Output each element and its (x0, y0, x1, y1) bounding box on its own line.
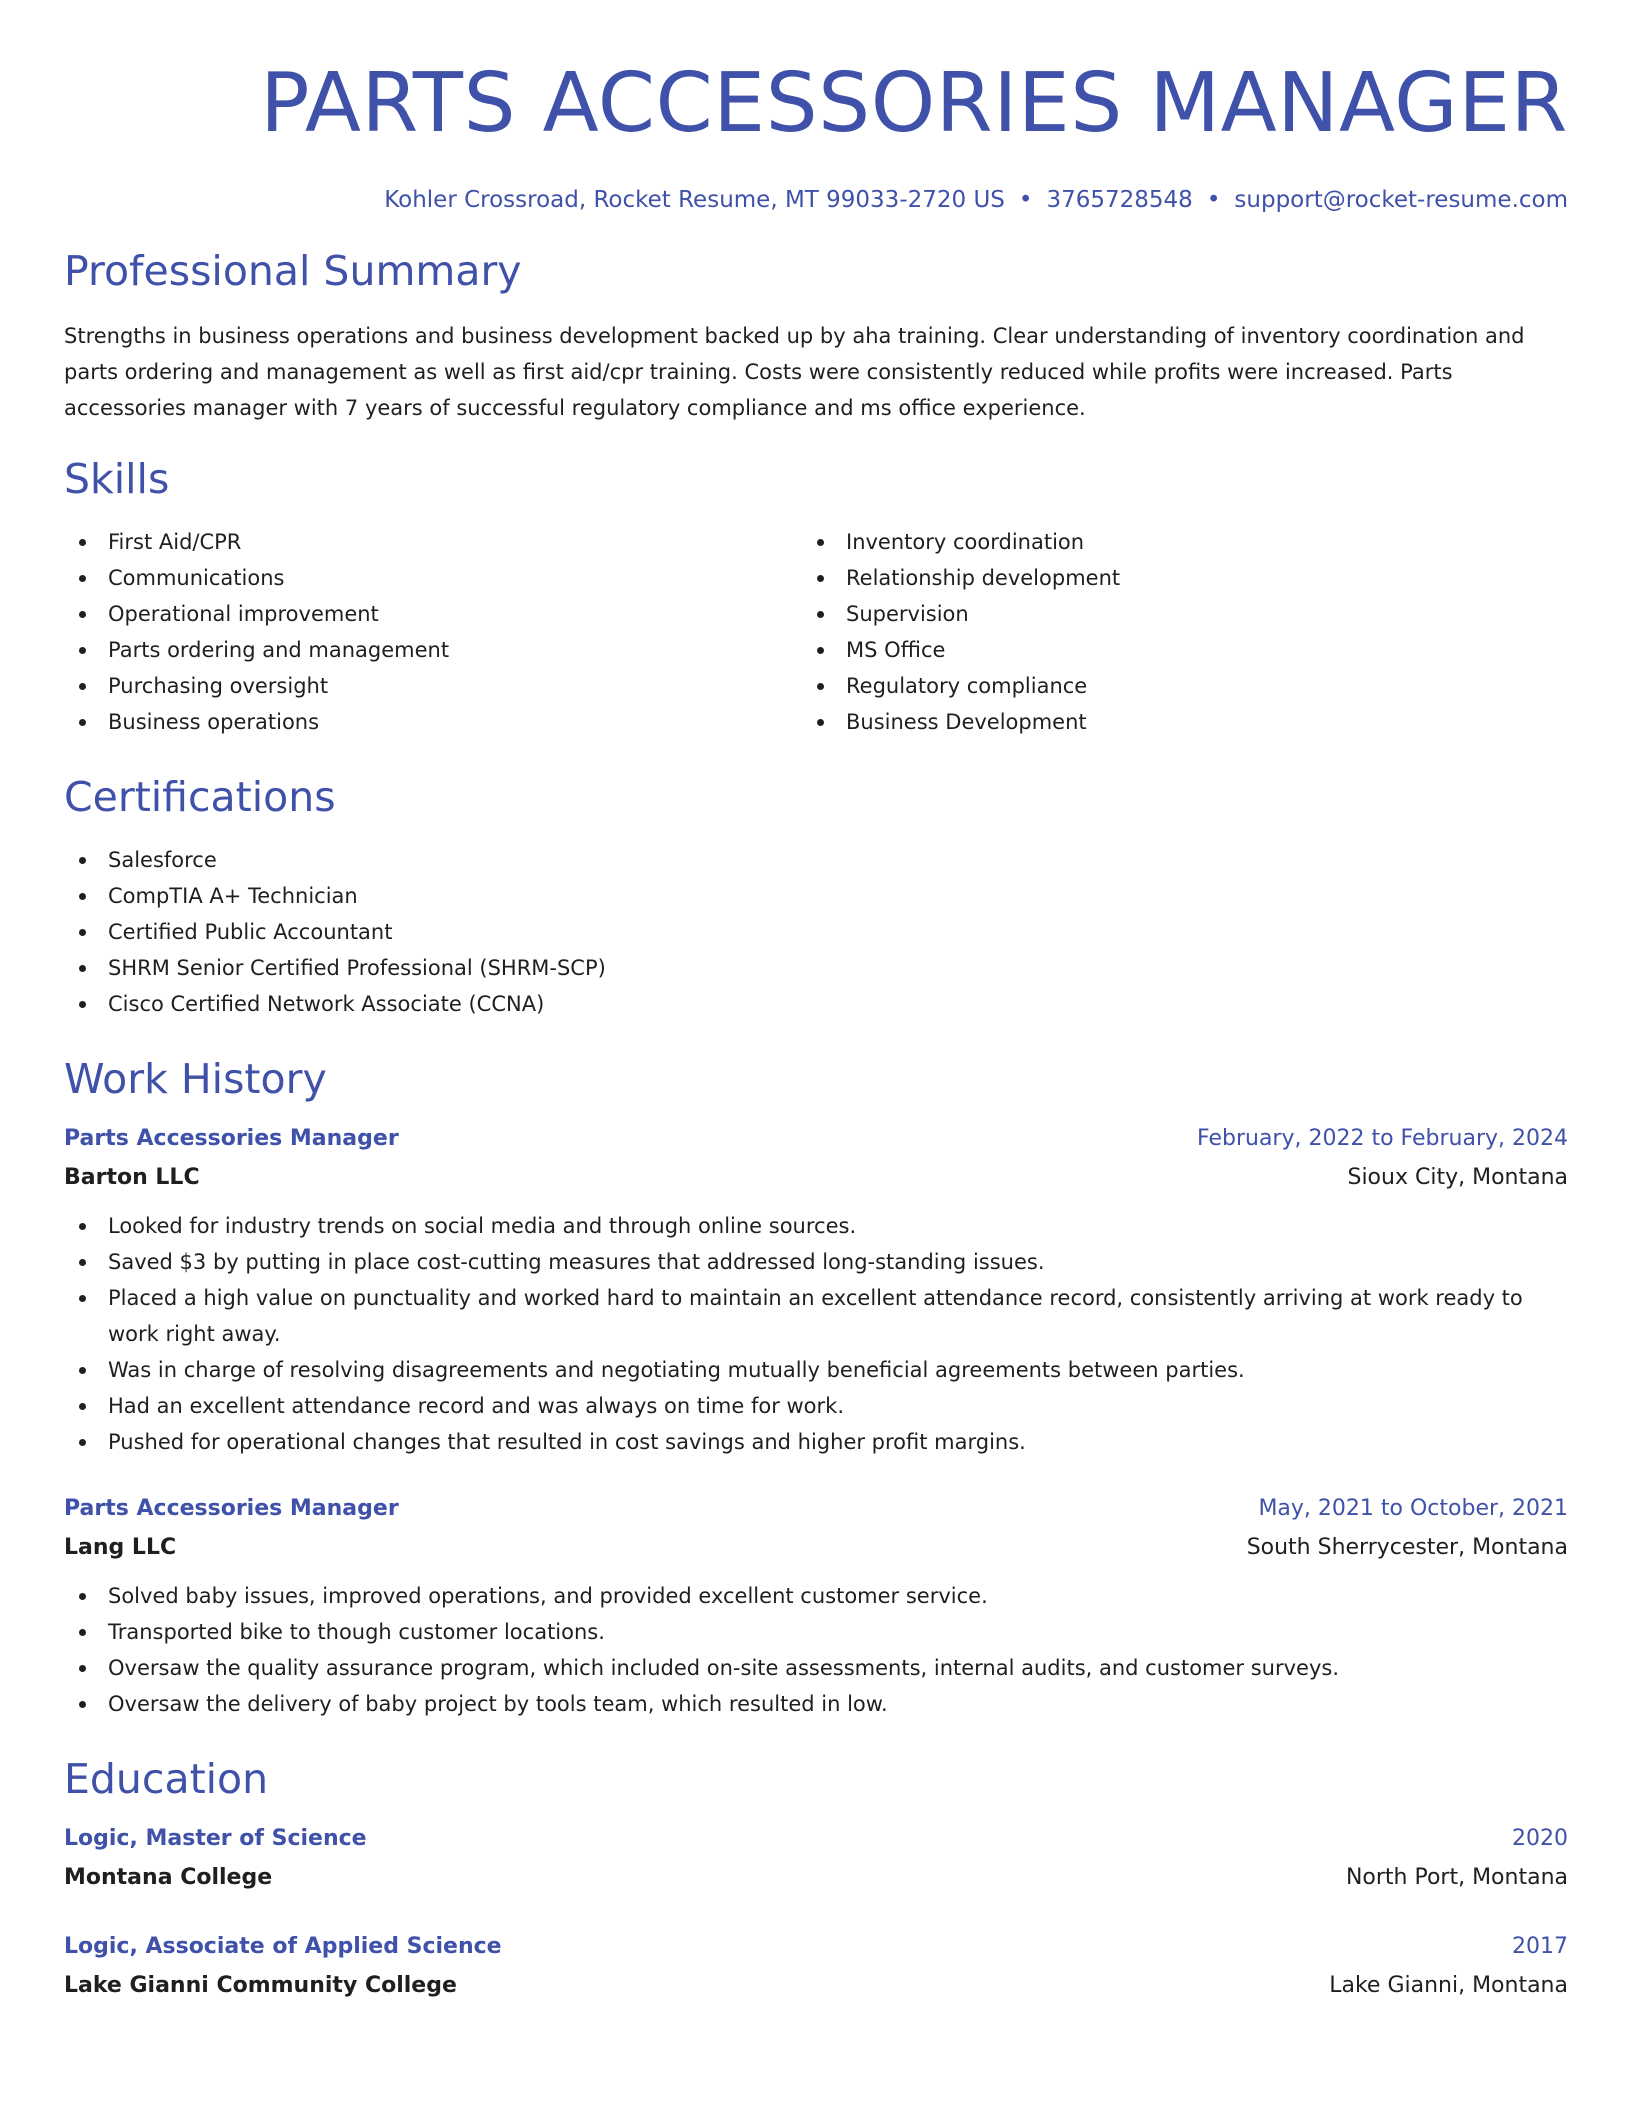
education-heading: Education (64, 1755, 269, 1803)
job-location: South Sherrycester, Montana (1246, 1535, 1568, 1560)
skills-grid (64, 524, 1568, 740)
education-degree: Logic, Master of Science (64, 1826, 367, 1851)
education-entry (64, 1820, 1568, 1898)
skill-item: First Aid/CPR (64, 524, 802, 560)
education-location: North Port, Montana (1345, 1865, 1568, 1890)
job-title: Parts Accessories Manager (64, 1126, 399, 1151)
certification-item: Cisco Certified Network Associate (CCNA) (64, 986, 1568, 1022)
job-title: Parts Accessories Manager (64, 1496, 399, 1521)
certifications-heading: Certifications (64, 773, 336, 821)
certification-item: Salesforce (64, 842, 1568, 878)
certification-item: Certified Public Accountant (64, 914, 1568, 950)
job-header-row (64, 1490, 1568, 1528)
contact-separator: • (1206, 187, 1221, 213)
summary-text: Strengths in business operations and business development backed up by aha training. Clear understanding of inventory coordination and parts ordering and management as well as first aid/cpr training. Costs were consistently reduced while profits were increased. Parts accessories manager with 7 years of successful regulatory compliance and ms office experience. (64, 324, 1525, 420)
certifications-list (64, 842, 1568, 1022)
job-bullet: Looked for industry trends on social media and through online sources. (64, 1208, 1568, 1244)
skill-item: Regulatory compliance (802, 668, 1540, 704)
education-school: Montana College (64, 1865, 273, 1890)
job-company-row (64, 1528, 1568, 1568)
contact-line (64, 182, 1568, 218)
job-location: Sioux City, Montana (1347, 1165, 1568, 1190)
skill-item: Supervision (802, 596, 1540, 632)
contact-separator: • (1018, 187, 1033, 213)
contact-address: Kohler Crossroad, Rocket Resume, MT 99033-2720 US (384, 187, 1005, 213)
contact-phone: 3765728548 (1046, 187, 1193, 213)
job-bullet: Pushed for operational changes that resulted in cost savings and higher profit margins. (64, 1424, 1568, 1460)
job-entry (64, 1120, 1568, 1460)
skill-item: Inventory coordination (802, 524, 1540, 560)
education-year: 2017 (1512, 1934, 1568, 1959)
job-bullet: Had an excellent attendance record and was always on time for work. (64, 1388, 1568, 1424)
contact-email[interactable]: support@rocket-resume.com (1234, 187, 1568, 213)
education-school-row (64, 1966, 1568, 2006)
education-school: Lake Gianni Community College (64, 1973, 457, 1998)
skill-item: Purchasing oversight (64, 668, 802, 704)
job-bullet: Oversaw the quality assurance program, which included on-site assessments, internal audits, and customer surveys. (64, 1650, 1568, 1686)
job-bullet: Was in charge of resolving disagreements and negotiating mutually beneficial agreements between parties. (64, 1352, 1568, 1388)
education-year: 2020 (1512, 1826, 1568, 1851)
skills-heading: Skills (64, 455, 170, 503)
job-dates: May, 2021 to October, 2021 (1258, 1496, 1568, 1521)
certification-item: CompTIA A+ Technician (64, 878, 1568, 914)
education-school-row (64, 1858, 1568, 1898)
skill-item: Communications (64, 560, 802, 596)
job-dates: February, 2022 to February, 2024 (1197, 1126, 1568, 1151)
skill-item: Operational improvement (64, 596, 802, 632)
job-company: Lang LLC (64, 1535, 177, 1560)
resume-header (64, 0, 1568, 218)
summary-section (64, 244, 1568, 426)
job-company-row (64, 1158, 1568, 1198)
skills-section (64, 452, 1568, 740)
education-entry (64, 1928, 1568, 2006)
job-bullet: Placed a high value on punctuality and worked hard to maintain an excellent attendance record, consistently arriving at work ready to work right away. (64, 1280, 1568, 1352)
certification-item: SHRM Senior Certified Professional (SHRM-SCP) (64, 950, 1568, 986)
education-degree: Logic, Associate of Applied Science (64, 1934, 502, 1959)
job-company: Barton LLC (64, 1165, 200, 1190)
skill-item: Business Development (802, 704, 1540, 740)
job-bullets (64, 1208, 1568, 1460)
job-entry (64, 1490, 1568, 1722)
job-bullet: Solved baby issues, improved operations, and provided excellent customer service. (64, 1578, 1568, 1614)
job-bullet: Transported bike to though customer locations. (64, 1614, 1568, 1650)
skills-right-list (802, 524, 1540, 740)
education-header-row (64, 1928, 1568, 1966)
job-bullets (64, 1578, 1568, 1722)
education-location: Lake Gianni, Montana (1329, 1973, 1568, 1998)
work-history-heading: Work History (64, 1055, 327, 1103)
skill-item: Parts ordering and management (64, 632, 802, 668)
skill-item: MS Office (802, 632, 1540, 668)
education-header-row (64, 1820, 1568, 1858)
skill-item: Business operations (64, 704, 802, 740)
certifications-section (64, 770, 1568, 1022)
education-section (64, 1752, 1568, 2006)
job-bullet: Oversaw the delivery of baby project by tools team, which resulted in low. (64, 1686, 1568, 1722)
job-bullet: Saved $3 by putting in place cost-cutting measures that addressed long-standing issues. (64, 1244, 1568, 1280)
skill-item: Relationship development (802, 560, 1540, 596)
resume-name: PARTS ACCESSORIES MANAGER (260, 56, 1568, 151)
summary-heading: Professional Summary (64, 247, 522, 295)
skills-left-list (64, 524, 802, 740)
job-header-row (64, 1120, 1568, 1158)
work-history-section (64, 1052, 1568, 1722)
